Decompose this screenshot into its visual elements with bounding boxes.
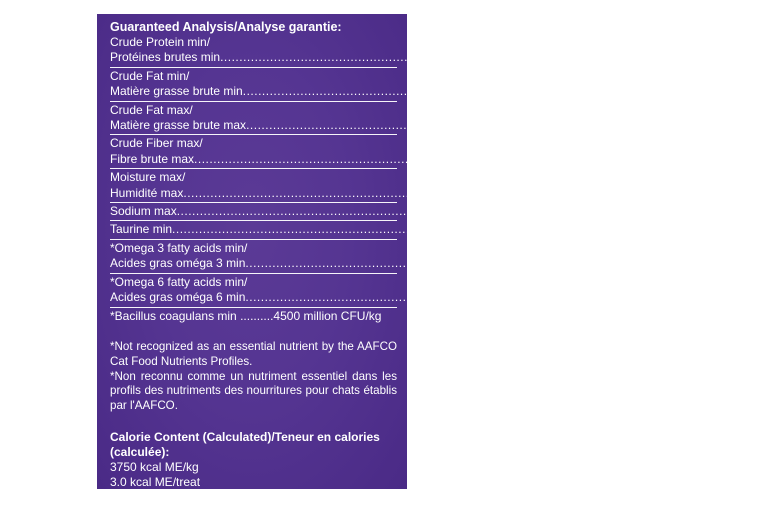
- divider: [110, 239, 397, 240]
- nutrition-panel: [97, 14, 776, 504]
- bacillus-dot-leader: ..........: [240, 308, 274, 323]
- nutrient-value: 0.18%: [742, 256, 776, 271]
- nutrient-label: Taurine min: [110, 222, 173, 237]
- nutrient-row: [110, 204, 702, 219]
- nutrient-label-en: Crude Fiber max/: [110, 136, 203, 151]
- footnote: [110, 340, 397, 414]
- nutrient-value: 18.0%: [674, 185, 709, 200]
- calorie-line: 3,0 kcal ME/gâterie: [110, 489, 213, 504]
- dot-leader: [245, 290, 736, 305]
- nutrient-value: 0.43%: [742, 290, 776, 305]
- bacillus-label: *Bacillus coagulans min: [110, 308, 241, 323]
- nutrient-label-fr: Acides gras oméga 6 min: [110, 290, 246, 305]
- divider: [110, 168, 397, 169]
- nutrient-value: 18.0%: [710, 50, 745, 65]
- footnote-en: *Not recognized as an essential nutrient by the AAFCO Cat Food Nutrients Profiles.: [110, 339, 397, 368]
- nutrient-label-en: Crude Fat min/: [110, 68, 190, 83]
- nutrient-label-en: Moisture max/: [110, 170, 186, 185]
- analysis-title: Guaranteed Analysis/Analyse garantie:: [110, 20, 342, 34]
- nutrient-row: [110, 118, 771, 133]
- dot-leader: [194, 152, 685, 167]
- dot-leader: [220, 50, 711, 65]
- nutrient-value: 0.60%: [667, 204, 702, 219]
- divider: [110, 220, 397, 221]
- analysis-list: [110, 35, 776, 324]
- nutrient-row: [110, 222, 697, 237]
- nutrient-label-fr: Fibre brute max: [110, 151, 195, 166]
- nutrient-row: [110, 256, 776, 271]
- nutrient-row: [110, 290, 776, 305]
- nutrient-label-en: Crude Fat max/: [110, 102, 193, 117]
- nutrient-value: 0.05%: [662, 222, 697, 237]
- nutrient-label-fr: Matière grasse brute max: [110, 118, 247, 133]
- divider: [110, 307, 397, 308]
- nutrient-row: [110, 151, 719, 167]
- nutrient-value: 25.0%: [736, 118, 771, 133]
- nutrient-label-fr: Humidité max: [110, 185, 184, 200]
- divider: [110, 67, 397, 68]
- dot-leader: [177, 204, 668, 219]
- nutrient-label-en: *Omega 6 fatty acids min/: [110, 274, 248, 289]
- dot-leader: [183, 186, 674, 201]
- bacillus-row: [110, 309, 397, 324]
- nutrient-row: [110, 50, 745, 65]
- bacillus-value: 4500 million CFU/kg: [273, 308, 382, 323]
- dot-leader: [245, 256, 736, 271]
- nutrient-row: [110, 84, 768, 99]
- divider: [110, 202, 397, 203]
- divider: [110, 134, 397, 135]
- footnote-fr: *Non reconnu comme un nutriment essentiel dans les profils des nutriments des nourritures pour chats établis par l'AAFCO.: [110, 369, 397, 413]
- dot-leader: [172, 222, 663, 237]
- nutrient-label-fr: Matière grasse brute min: [110, 84, 243, 99]
- nutrient-label-en: *Omega 3 fatty acids min/: [110, 240, 248, 255]
- calorie-heading: Calorie Content (Calculated)/Teneur en calories (calculée):: [110, 429, 380, 459]
- dot-leader: [246, 118, 737, 133]
- nutrient-label-en: Crude Protein min/: [110, 35, 211, 49]
- nutrient-label-fr: Acides gras oméga 3 min: [110, 256, 246, 271]
- calorie-line: 3.0 kcal ME/treat: [110, 474, 201, 489]
- nutrient-value: 18.0%: [733, 84, 768, 99]
- nutrient-label-fr: Protéines brutes min: [110, 50, 221, 65]
- divider: [110, 101, 397, 102]
- nutrient-row: [110, 185, 709, 201]
- calorie-line: 3750 kcal ME/kg: [110, 459, 199, 474]
- dot-leader: [243, 84, 734, 99]
- calorie-content: [110, 430, 397, 505]
- nutrient-value: 2.00%: [684, 151, 719, 166]
- divider: [110, 273, 397, 274]
- nutrient-label: Sodium max: [110, 204, 177, 219]
